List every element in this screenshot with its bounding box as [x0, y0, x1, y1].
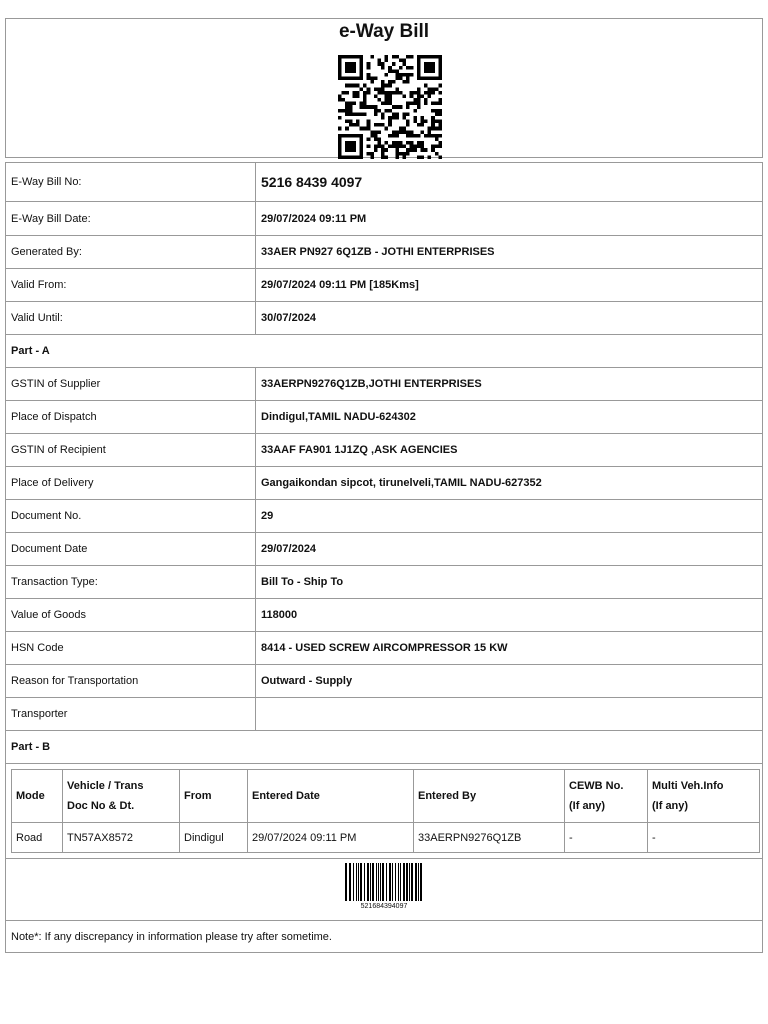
row-value: Bill To - Ship To: [256, 566, 763, 599]
cell-entered-date: 29/07/2024 09:11 PM: [248, 823, 414, 853]
table-row: [6, 566, 763, 599]
column-header-mode: Mode: [12, 770, 63, 823]
vehicle-table: [11, 769, 760, 853]
row-value: 30/07/2024: [256, 302, 763, 335]
ewaybill-header: [5, 18, 763, 158]
table-row: [6, 302, 763, 335]
cell-cewb: -: [565, 823, 648, 853]
table-row: [6, 665, 763, 698]
table-row: [6, 500, 763, 533]
table-row: [6, 632, 763, 665]
barcode-container: [6, 859, 763, 921]
row-label: Valid Until:: [6, 302, 256, 335]
row-value: [256, 698, 763, 731]
table-row: [6, 434, 763, 467]
cell-entered-by: 33AERPN9276Q1ZB: [414, 823, 565, 853]
column-header-cewb: CEWB No. (If any): [565, 770, 648, 823]
table-row: [6, 269, 763, 302]
column-header-from: From: [180, 770, 248, 823]
cell-multi-veh: -: [648, 823, 760, 853]
row-value: 29/07/2024 09:11 PM: [256, 202, 763, 236]
cell-from: Dindigul: [180, 823, 248, 853]
section-row: [6, 731, 763, 764]
row-label: Document Date: [6, 533, 256, 566]
row-value: Outward - Supply: [256, 665, 763, 698]
ewaybill-details-table: [5, 162, 763, 953]
row-label: HSN Code: [6, 632, 256, 665]
row-label: Place of Delivery: [6, 467, 256, 500]
row-label: Transaction Type:: [6, 566, 256, 599]
row-value: 29/07/2024: [256, 533, 763, 566]
row-label: Valid From:: [6, 269, 256, 302]
table-row: [6, 163, 763, 202]
row-label: Value of Goods: [6, 599, 256, 632]
column-header-multi-veh: Multi Veh.Info (If any): [648, 770, 760, 823]
column-header-vehicle: Vehicle / Trans Doc No & Dt.: [63, 770, 180, 823]
row-label: GSTIN of Recipient: [6, 434, 256, 467]
barcode-row: [6, 859, 763, 921]
page-title: e-Way Bill: [338, 21, 430, 42]
table-row: [6, 698, 763, 731]
vehicle-table-header: [12, 770, 760, 823]
row-label: Reason for Transportation: [6, 665, 256, 698]
row-value: 29/07/2024 09:11 PM [185Kms]: [256, 269, 763, 302]
row-value: Gangaikondan sipcot, tirunelveli,TAMIL NADU-627352: [256, 467, 763, 500]
row-label: Place of Dispatch: [6, 401, 256, 434]
table-row: [6, 401, 763, 434]
note-row: [6, 921, 763, 953]
row-label: GSTIN of Supplier: [6, 368, 256, 401]
column-header-entered-by: Entered By: [414, 770, 565, 823]
row-label: E-Way Bill Date:: [6, 202, 256, 236]
ewaybill-number: 5216 8439 4097: [256, 163, 763, 202]
row-label: Transporter: [6, 698, 256, 731]
column-header-entered-date: Entered Date: [248, 770, 414, 823]
row-value: 118000: [256, 599, 763, 632]
note-text: Note*: If any discrepancy in information please try after sometime.: [6, 921, 763, 953]
section-row: [6, 335, 763, 368]
barcode-icon: [345, 863, 425, 901]
table-row: [6, 533, 763, 566]
row-label: E-Way Bill No:: [6, 163, 256, 202]
row-value: 33AERPN9276Q1ZB,JOTHI ENTERPRISES: [256, 368, 763, 401]
part-a-heading: Part - A: [6, 335, 763, 368]
row-value: 8414 - USED SCREW AIRCOMPRESSOR 15 KW: [256, 632, 763, 665]
table-row: [6, 599, 763, 632]
row-value: 33AER PN927 6Q1ZB - JOTHI ENTERPRISES: [256, 236, 763, 269]
part-b-row: [6, 764, 763, 859]
qr-code-icon: [338, 55, 442, 159]
table-row: [6, 202, 763, 236]
part-b-container: [6, 764, 763, 859]
part-b-heading: Part - B: [6, 731, 763, 764]
table-row: [6, 467, 763, 500]
row-value: 29: [256, 500, 763, 533]
table-row: [6, 368, 763, 401]
barcode-number: 521684394097: [360, 903, 408, 910]
row-label: Document No.: [6, 500, 256, 533]
vehicle-table-row: [12, 823, 760, 853]
cell-mode: Road: [12, 823, 63, 853]
cell-vehicle: TN57AX8572: [63, 823, 180, 853]
row-value: 33AAF FA901 1J1ZQ ,ASK AGENCIES: [256, 434, 763, 467]
table-row: [6, 236, 763, 269]
row-label: Generated By:: [6, 236, 256, 269]
row-value: Dindigul,TAMIL NADU-624302: [256, 401, 763, 434]
